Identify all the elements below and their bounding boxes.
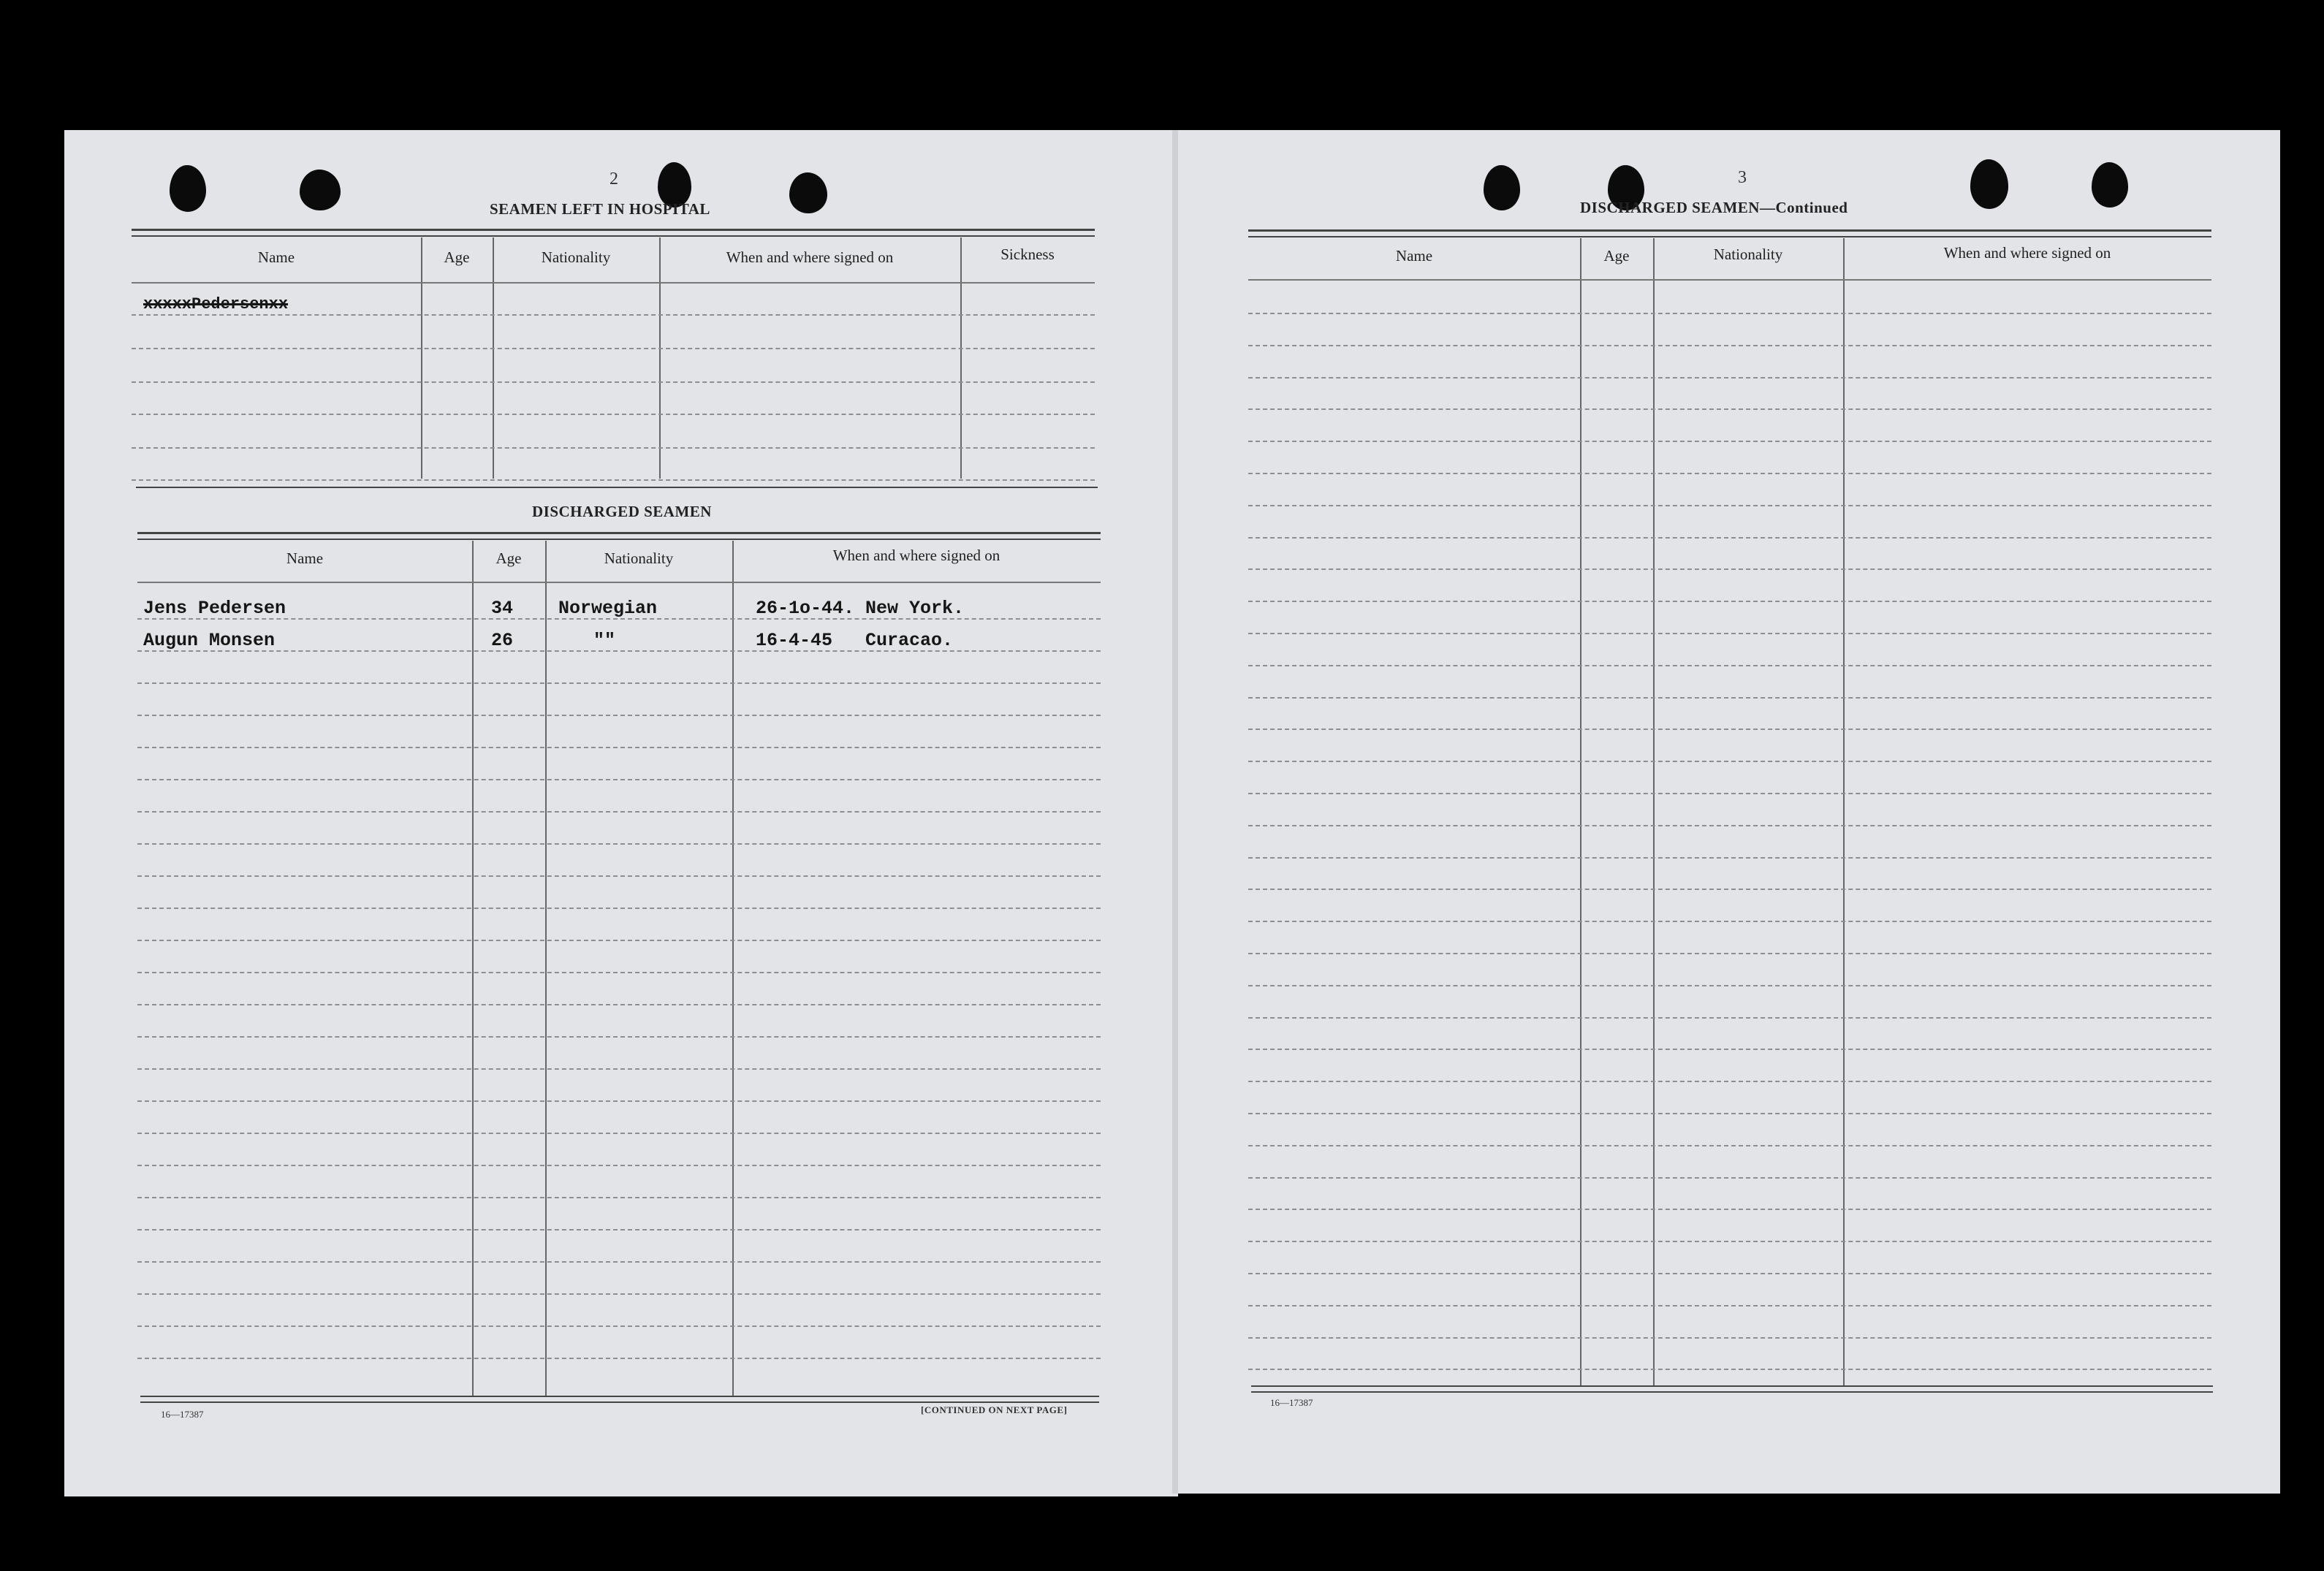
table-row-line xyxy=(1248,1209,2211,1210)
table-row-line xyxy=(1248,601,2211,602)
form-number: 16—17387 xyxy=(161,1409,204,1420)
column-divider xyxy=(732,541,734,1397)
column-divider xyxy=(960,237,962,479)
table-row-line xyxy=(1248,889,2211,890)
table-row-line xyxy=(132,381,1095,383)
table-row-line xyxy=(1248,377,2211,379)
table-rule xyxy=(1251,1391,2213,1393)
column-header-age: Age xyxy=(495,549,522,567)
column-divider xyxy=(1580,238,1581,1387)
table-row-line xyxy=(137,582,1101,583)
table-row-line xyxy=(1248,1241,2211,1242)
column-header-age: Age xyxy=(444,248,470,266)
table-row-line xyxy=(137,1133,1101,1134)
table-row-line xyxy=(137,1165,1101,1166)
table-row-line xyxy=(1248,345,2211,346)
table-row-line xyxy=(132,414,1095,415)
table-rule xyxy=(1251,1385,2213,1387)
table-row-line xyxy=(137,843,1101,845)
column-divider xyxy=(1653,238,1655,1387)
discharged-row-age: 34 xyxy=(491,598,514,619)
table-row-line xyxy=(137,1068,1101,1070)
table-rule xyxy=(137,532,1101,534)
column-header-nationality: Nationality xyxy=(541,248,611,266)
table-row-line xyxy=(137,779,1101,780)
table-rule xyxy=(137,539,1101,540)
discharged-section-title: DISCHARGED SEAMEN xyxy=(532,503,712,520)
table-row-line xyxy=(137,1229,1101,1230)
table-row-line xyxy=(137,1293,1101,1295)
table-row-line xyxy=(1248,568,2211,570)
discharged-row-nationality: Norwegian xyxy=(558,598,658,619)
table-row-line xyxy=(1248,697,2211,699)
table-row-line xyxy=(137,650,1101,652)
table-row-line xyxy=(137,1004,1101,1005)
table-row-line xyxy=(137,908,1101,909)
table-rule xyxy=(1248,236,2211,237)
table-row-line xyxy=(137,1325,1101,1327)
discharged-row-age: 26 xyxy=(491,630,514,651)
table-row-line xyxy=(1248,505,2211,506)
table-row-line xyxy=(137,715,1101,716)
column-divider xyxy=(545,541,547,1397)
column-divider xyxy=(421,237,422,479)
column-divider xyxy=(1843,238,1845,1387)
table-row-line xyxy=(1248,1049,2211,1050)
discharged-row-signed-on: 16-4-45 Curacao. xyxy=(756,630,954,651)
table-row-line xyxy=(137,1036,1101,1038)
table-row-line xyxy=(132,282,1095,284)
column-header-sickness: Sickness xyxy=(1000,246,1055,263)
table-row-line xyxy=(1248,408,2211,410)
page-number: 3 xyxy=(1738,168,1747,187)
column-header-age: Age xyxy=(1603,247,1630,265)
table-row-line xyxy=(1248,1337,2211,1339)
table-row-line xyxy=(1248,633,2211,634)
discharged-row-name: Augun Monsen xyxy=(143,630,276,651)
table-row-line xyxy=(1248,665,2211,666)
table-row-line xyxy=(1248,985,2211,986)
table-row-line xyxy=(1248,1273,2211,1274)
table-rule xyxy=(140,1396,1099,1397)
discharged-continued-title: DISCHARGED SEAMEN—Continued xyxy=(1580,199,1848,216)
punch-hole xyxy=(1970,159,2008,209)
table-row-line xyxy=(1248,1369,2211,1370)
table-row-line xyxy=(1248,761,2211,762)
right-page xyxy=(1172,130,2280,1494)
table-row-line xyxy=(1248,1081,2211,1082)
table-row-line xyxy=(137,747,1101,748)
table-row-line xyxy=(137,1197,1101,1198)
table-row-line xyxy=(132,348,1095,349)
table-row-line xyxy=(1248,313,2211,314)
left-page xyxy=(64,130,1178,1496)
table-row-line xyxy=(1248,729,2211,730)
hospital-section-title: SEAMEN LEFT IN HOSPITAL xyxy=(490,200,710,218)
punch-hole xyxy=(170,165,206,212)
column-divider xyxy=(493,237,494,479)
table-rule xyxy=(1248,229,2211,232)
table-rule xyxy=(132,229,1095,231)
table-row-line xyxy=(1248,473,2211,474)
table-row-line xyxy=(137,1100,1101,1102)
column-header-signed-on: When and where signed on xyxy=(832,547,1000,564)
table-row-line xyxy=(1248,1177,2211,1179)
column-divider xyxy=(659,237,661,479)
punch-hole xyxy=(2092,162,2128,208)
table-row-line xyxy=(1248,279,2211,281)
column-header-name: Name xyxy=(1395,247,1433,265)
punch-hole xyxy=(789,172,827,213)
punch-hole xyxy=(300,170,341,210)
table-row-line xyxy=(137,972,1101,973)
discharged-row-name: Jens Pedersen xyxy=(143,598,286,619)
table-row-line xyxy=(1248,537,2211,539)
table-row-line xyxy=(132,479,1095,481)
table-row-line xyxy=(1248,1305,2211,1306)
table-row-line xyxy=(132,447,1095,449)
form-number: 16—17387 xyxy=(1270,1397,1313,1408)
discharged-row-nationality: "" xyxy=(593,630,616,651)
table-row-line xyxy=(1248,793,2211,794)
table-row-line xyxy=(1248,441,2211,442)
punch-hole xyxy=(1484,165,1520,210)
column-header-signed-on: When and where signed on xyxy=(1943,244,2111,262)
continued-note: [CONTINUED ON NEXT PAGE] xyxy=(921,1404,1068,1415)
table-row-line xyxy=(1248,1017,2211,1019)
table-row-line xyxy=(1248,825,2211,826)
table-row-line xyxy=(137,940,1101,941)
page-fold xyxy=(1172,130,1178,1494)
table-row-line xyxy=(132,314,1095,316)
column-header-name: Name xyxy=(286,549,324,567)
hospital-row-name: xxxxxPedersenxx xyxy=(143,295,289,313)
column-header-signed-on: When and where signed on xyxy=(726,248,894,266)
page-number: 2 xyxy=(610,170,618,189)
table-row-line xyxy=(1248,1145,2211,1146)
column-header-nationality: Nationality xyxy=(604,549,674,567)
column-header-nationality: Nationality xyxy=(1713,246,1783,263)
table-row-line xyxy=(137,682,1101,684)
table-row-line xyxy=(137,875,1101,877)
table-row-line xyxy=(137,1358,1101,1359)
table-row-line xyxy=(137,811,1101,813)
table-rule xyxy=(132,235,1095,237)
table-row-line xyxy=(1248,953,2211,954)
table-rule xyxy=(136,487,1098,488)
discharged-row-signed-on: 26-1o-44. New York. xyxy=(756,598,965,619)
column-divider xyxy=(472,541,474,1397)
column-header-name: Name xyxy=(257,248,295,266)
table-rule xyxy=(140,1401,1099,1403)
table-row-line xyxy=(1248,857,2211,859)
table-row-line xyxy=(137,1261,1101,1263)
table-row-line xyxy=(1248,921,2211,922)
table-row-line xyxy=(1248,1113,2211,1114)
